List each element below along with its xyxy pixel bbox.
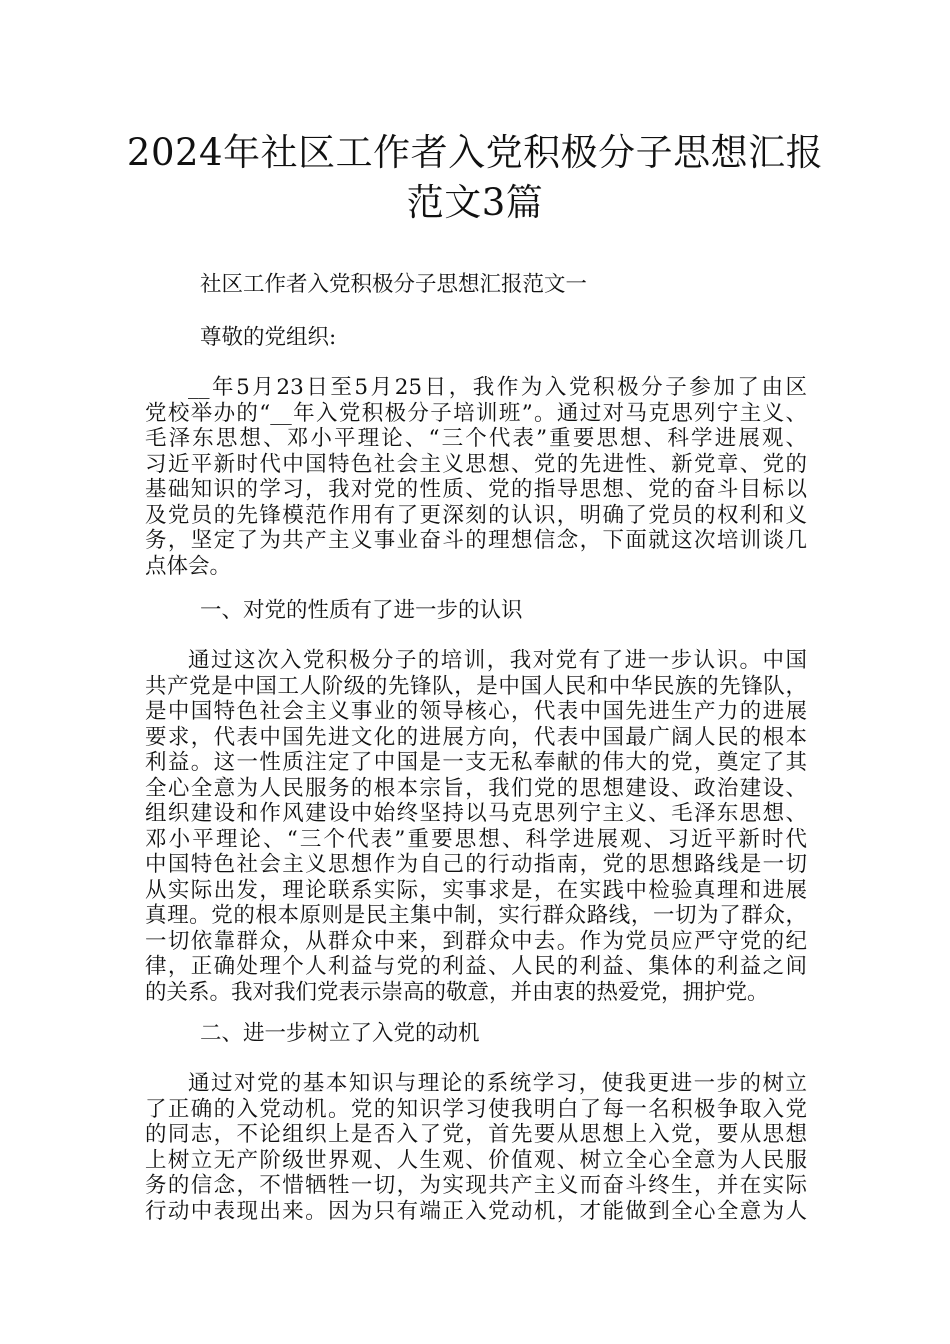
section-heading-1: 一、对党的性质有了进一步的认识 [200, 598, 523, 623]
paragraph-line: 利益。这一性质注定了中国是一支无私奉献的伟大的党，奠定了其 [145, 750, 807, 775]
paragraph-line: 共产党是中国工人阶级的先锋队，是中国人民和中华民族的先锋队， [145, 673, 807, 699]
paragraph-line: 党校举办的“__年入党积极分子培训班”。通过对马克思列宁主义、 [145, 400, 807, 426]
paragraph-line: 邓小平理论、“三个代表”重要思想、科学进展观、习近平新时代 [145, 826, 807, 852]
paragraph-line: 通过对党的基本知识与理论的系统学习，使我更进一步的树立 [188, 1071, 807, 1096]
paragraph-line: 点体会。 [145, 553, 232, 579]
paragraph-line: 全心全意为人民服务的根本宗旨，我们党的思想建设、政治建设、 [145, 775, 807, 801]
paragraph-line: 通过这次入党积极分子的培训，我对党有了进一步认识。中国 [188, 648, 807, 673]
document-title-line-2: 范文3篇 [406, 181, 544, 224]
paragraph-line: 及党员的先锋模范作用有了更深刻的认识，明确了党员的权利和义 [145, 502, 807, 528]
paragraph-3 [145, 1071, 807, 1224]
document-title-line-1: 2024年社区工作者入党积极分子思想汇报 [126, 131, 824, 174]
document-subtitle: 社区工作者入党积极分子思想汇报范文一 [200, 272, 588, 297]
paragraph-line: 上树立无产阶级世界观、人生观、价值观、树立全心全意为人民服 [145, 1147, 807, 1173]
paragraph-line: 习近平新时代中国特色社会主义思想、党的先进性、新党章、党的 [145, 451, 807, 477]
paragraph-line: __年5月23日至5月25日，我作为入党积极分子参加了由区 [188, 375, 807, 400]
paragraph-line: 从实际出发，理论联系实际，实事求是，在实践中检验真理和进展 [145, 877, 807, 903]
salutation: 尊敬的党组织: [200, 325, 337, 350]
paragraph-line: 了正确的入党动机。党的知识学习使我明白了每一名积极争取入党 [145, 1096, 807, 1122]
paragraph-line: 的关系。我对我们党表示崇高的敬意，并由衷的热爱党，拥护党。 [145, 979, 769, 1005]
paragraph-2 [145, 648, 807, 1005]
paragraph-line: 务，坚定了为共产主义事业奋斗的理想信念，下面就这次培训谈几 [145, 528, 807, 553]
paragraph-1 [145, 375, 807, 579]
paragraph-line: 真理。党的根本原则是民主集中制，实行群众路线，一切为了群众， [145, 903, 807, 928]
paragraph-line: 的同志，不论组织上是否入了党，首先要从思想上入党，要从思想 [145, 1122, 807, 1147]
paragraph-line: 基础知识的学习，我对党的性质、党的指导思想、党的奋斗目标以 [145, 477, 807, 502]
paragraph-line: 一切依靠群众，从群众中来，到群众中去。作为党员应严守党的纪 [145, 928, 807, 954]
paragraph-line: 毛泽东思想、邓小平理论、“三个代表”重要思想、科学进展观、 [145, 426, 807, 451]
section-heading-2: 二、进一步树立了入党的动机 [200, 1021, 480, 1046]
paragraph-line: 中国特色社会主义思想作为自己的行动指南，党的思想路线是一切 [145, 852, 807, 877]
paragraph-line: 组织建设和作风建设中始终坚持以马克思列宁主义、毛泽东思想、 [145, 801, 807, 826]
paragraph-line: 务的信念，不惜牺牲一切，为实现共产主义而奋斗终生，并在实际 [145, 1173, 807, 1198]
paragraph-line: 行动中表现出来。因为只有端正入党动机，才能做到全心全意为人 [145, 1198, 807, 1224]
paragraph-line: 是中国特色社会主义事业的领导核心，代表中国先进生产力的进展 [145, 699, 807, 724]
paragraph-line: 要求，代表中国先进文化的进展方向，代表中国最广阔人民的根本 [145, 724, 807, 750]
paragraph-line: 律，正确处理个人利益与党的利益、人民的利益、集体的利益之间 [145, 954, 807, 979]
